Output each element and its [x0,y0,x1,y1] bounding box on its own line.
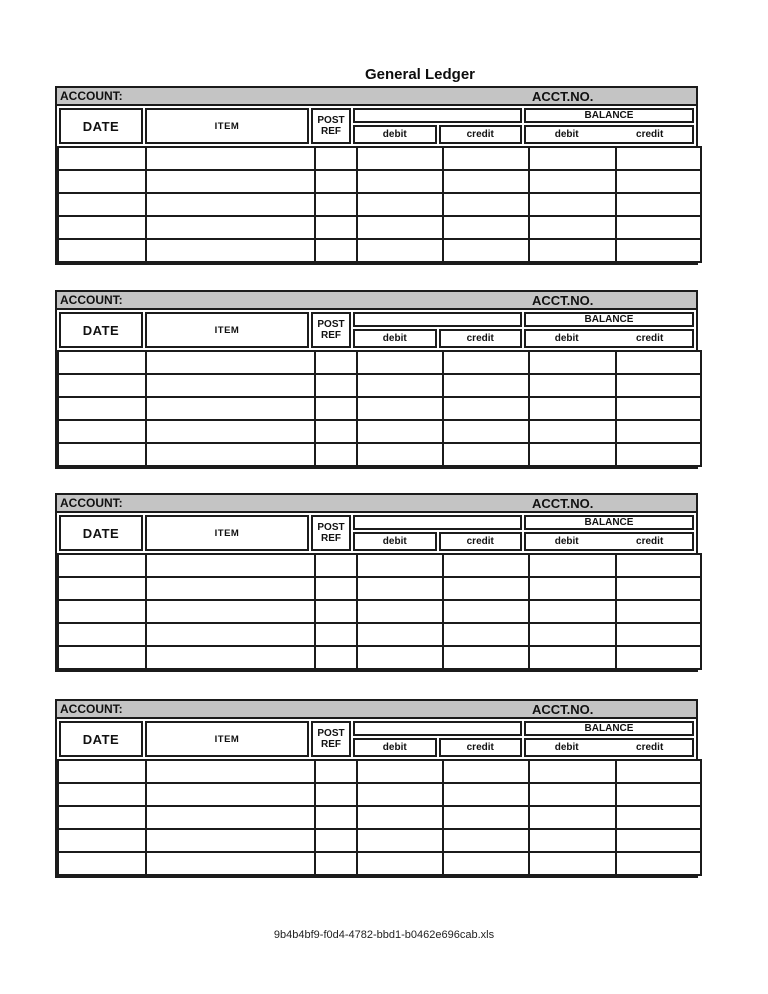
cell-date [58,852,146,875]
cell-item [146,216,315,239]
acct-no-label: ACCT.NO. [532,89,594,104]
cell-post-ref [315,147,357,170]
cell-credit [443,829,529,852]
cell-debit [357,170,443,193]
cell-balance-credit [616,829,701,852]
cell-debit [357,147,443,170]
cell-post-ref [315,852,357,875]
cell-balance-credit [616,239,701,262]
cell-debit [357,783,443,806]
ledger-grid [57,350,702,467]
cell-date [58,829,146,852]
col-header-date: DATE [59,312,143,348]
cell-item [146,147,315,170]
account-header-bar [57,292,696,310]
cell-date [58,147,146,170]
ledger-row [58,760,701,783]
col-header-item: ITEM [145,108,309,144]
ledger-row [58,554,701,577]
cell-balance-credit [616,374,701,397]
debit-credit-group [353,515,522,551]
cell-balance-credit [616,852,701,875]
cell-credit [443,554,529,577]
cell-post-ref [315,193,357,216]
col-header-debit: debit [353,532,437,551]
cell-balance-credit [616,420,701,443]
debit-credit-group [353,312,522,348]
col-header-credit: credit [439,329,523,348]
ledger-block-4 [55,699,698,878]
cell-balance-debit [529,852,616,875]
col-header-debit: debit [353,329,437,348]
cell-debit [357,443,443,466]
col-header-balance: BALANCE [524,515,694,530]
cell-debit [357,374,443,397]
col-header-credit: credit [439,125,523,144]
cell-post-ref [315,397,357,420]
cell-post-ref [315,783,357,806]
account-label: ACCOUNT: [60,702,123,716]
cell-post-ref [315,577,357,600]
cell-debit [357,397,443,420]
debit-credit-group [353,108,522,144]
cell-credit [443,852,529,875]
cell-item [146,760,315,783]
ledger-row [58,216,701,239]
cell-post-ref [315,239,357,262]
cell-item [146,783,315,806]
cell-item [146,374,315,397]
cell-credit [443,443,529,466]
cell-debit [357,239,443,262]
balance-subheader [524,738,694,757]
col-header-item: ITEM [145,312,309,348]
col-header-date: DATE [59,515,143,551]
col-header-debit: debit [353,738,437,757]
cell-credit [443,646,529,669]
cell-date [58,420,146,443]
cell-post-ref [315,806,357,829]
cell-balance-debit [529,351,616,374]
cell-item [146,600,315,623]
cell-balance-credit [616,646,701,669]
cell-balance-credit [616,577,701,600]
account-header-bar [57,495,696,513]
account-label: ACCOUNT: [60,496,123,510]
entry-span-cell [353,108,522,123]
col-header-debit: debit [353,125,437,144]
cell-post-ref [315,420,357,443]
col-header-post-ref: POST REF [311,108,351,144]
entry-span-cell [353,721,522,736]
cell-balance-debit [529,577,616,600]
cell-credit [443,623,529,646]
ledger-grid [57,146,702,263]
cell-date [58,577,146,600]
cell-date [58,216,146,239]
cell-balance-debit [529,829,616,852]
cell-credit [443,374,529,397]
cell-date [58,239,146,262]
column-header-row [57,719,696,759]
col-header-post-ref: POST REF [311,721,351,757]
ledger-grid [57,553,702,670]
cell-debit [357,554,443,577]
cell-balance-debit [529,147,616,170]
cell-debit [357,646,443,669]
ledger-row [58,351,701,374]
col-header-item: ITEM [145,721,309,757]
cell-date [58,170,146,193]
col-header-date: DATE [59,721,143,757]
balance-subheader [524,125,694,144]
cell-balance-debit [529,443,616,466]
col-header-credit: credit [439,738,523,757]
cell-balance-credit [616,193,701,216]
cell-debit [357,760,443,783]
cell-post-ref [315,623,357,646]
cell-balance-debit [529,554,616,577]
cell-credit [443,147,529,170]
cell-item [146,193,315,216]
ledger-row [58,374,701,397]
cell-balance-debit [529,760,616,783]
ledger-block-3 [55,493,698,672]
col-header-item: ITEM [145,515,309,551]
cell-item [146,420,315,443]
col-header-balance-debit: debit [554,333,579,344]
cell-credit [443,760,529,783]
cell-item [146,239,315,262]
cell-item [146,829,315,852]
column-header-row [57,310,696,350]
cell-balance-credit [616,554,701,577]
ledger-row [58,783,701,806]
cell-balance-credit [616,397,701,420]
cell-balance-credit [616,170,701,193]
ledger-row [58,852,701,875]
page-title: General Ledger [364,66,476,83]
account-label: ACCOUNT: [60,89,123,103]
cell-date [58,600,146,623]
ledger-row [58,170,701,193]
cell-post-ref [315,170,357,193]
cell-debit [357,351,443,374]
cell-balance-credit [616,600,701,623]
col-header-post-ref: POST REF [311,312,351,348]
ledger-row [58,420,701,443]
cell-item [146,351,315,374]
cell-debit [357,829,443,852]
acct-no-label: ACCT.NO. [532,496,594,511]
cell-credit [443,170,529,193]
column-header-row [57,513,696,553]
account-header-bar [57,701,696,719]
cell-balance-credit [616,760,701,783]
cell-credit [443,216,529,239]
cell-post-ref [315,829,357,852]
balance-group [524,721,694,757]
cell-item [146,397,315,420]
account-label: ACCOUNT: [60,293,123,307]
cell-credit [443,351,529,374]
cell-credit [443,577,529,600]
cell-post-ref [315,443,357,466]
balance-subheader [524,532,694,551]
cell-date [58,374,146,397]
cell-credit [443,239,529,262]
cell-post-ref [315,646,357,669]
balance-group [524,108,694,144]
cell-date [58,783,146,806]
column-header-row [57,106,696,146]
cell-item [146,554,315,577]
ledger-row [58,577,701,600]
cell-balance-debit [529,600,616,623]
ledger-grid [57,759,702,876]
cell-post-ref [315,374,357,397]
cell-date [58,397,146,420]
cell-item [146,443,315,466]
cell-balance-debit [529,420,616,443]
ledger-row [58,443,701,466]
col-header-balance-credit: credit [636,333,664,344]
balance-group [524,515,694,551]
ledger-row [58,397,701,420]
ledger-row [58,239,701,262]
cell-balance-debit [529,216,616,239]
col-header-balance-credit: credit [636,536,664,547]
entry-span-cell [353,312,522,327]
cell-balance-credit [616,216,701,239]
col-header-balance: BALANCE [524,108,694,123]
cell-credit [443,193,529,216]
cell-balance-debit [529,646,616,669]
cell-debit [357,852,443,875]
cell-debit [357,193,443,216]
cell-credit [443,420,529,443]
cell-date [58,351,146,374]
cell-debit [357,623,443,646]
cell-balance-debit [529,170,616,193]
cell-balance-debit [529,374,616,397]
cell-balance-debit [529,397,616,420]
cell-balance-credit [616,351,701,374]
ledger-row [58,646,701,669]
ledger-row [58,623,701,646]
cell-date [58,806,146,829]
col-header-balance-debit: debit [554,536,579,547]
cell-post-ref [315,351,357,374]
cell-balance-credit [616,147,701,170]
col-header-balance-debit: debit [554,742,579,753]
ledger-block-1 [55,86,698,265]
ledger-row [58,193,701,216]
cell-balance-credit [616,443,701,466]
cell-debit [357,216,443,239]
entry-span-cell [353,515,522,530]
ledger-block-2 [55,290,698,469]
account-header-bar [57,88,696,106]
cell-balance-credit [616,806,701,829]
col-header-balance: BALANCE [524,721,694,736]
cell-balance-credit [616,783,701,806]
balance-group [524,312,694,348]
col-header-date: DATE [59,108,143,144]
cell-item [146,646,315,669]
cell-date [58,193,146,216]
ledger-row [58,806,701,829]
cell-balance-debit [529,193,616,216]
col-header-post-ref: POST REF [311,515,351,551]
col-header-balance: BALANCE [524,312,694,327]
cell-credit [443,600,529,623]
cell-date [58,760,146,783]
cell-date [58,646,146,669]
debit-credit-group [353,721,522,757]
col-header-balance-credit: credit [636,742,664,753]
cell-date [58,623,146,646]
ledger-row [58,147,701,170]
cell-balance-debit [529,623,616,646]
ledger-row [58,600,701,623]
ledger-row [58,829,701,852]
cell-date [58,554,146,577]
cell-balance-debit [529,806,616,829]
cell-item [146,170,315,193]
cell-debit [357,600,443,623]
cell-credit [443,397,529,420]
cell-credit [443,806,529,829]
col-header-balance-debit: debit [554,129,579,140]
cell-credit [443,783,529,806]
col-header-balance-credit: credit [636,129,664,140]
col-header-credit: credit [439,532,523,551]
acct-no-label: ACCT.NO. [532,702,594,717]
cell-item [146,852,315,875]
cell-item [146,806,315,829]
acct-no-label: ACCT.NO. [532,293,594,308]
cell-debit [357,577,443,600]
cell-date [58,443,146,466]
cell-balance-credit [616,623,701,646]
cell-balance-debit [529,239,616,262]
cell-post-ref [315,760,357,783]
balance-subheader [524,329,694,348]
cell-balance-debit [529,783,616,806]
cell-debit [357,806,443,829]
footer-filename: 9b4b4bf9-f0d4-4782-bbd1-b0462e696cab.xls [273,929,495,941]
cell-post-ref [315,216,357,239]
cell-item [146,577,315,600]
cell-item [146,623,315,646]
cell-post-ref [315,600,357,623]
cell-debit [357,420,443,443]
cell-post-ref [315,554,357,577]
